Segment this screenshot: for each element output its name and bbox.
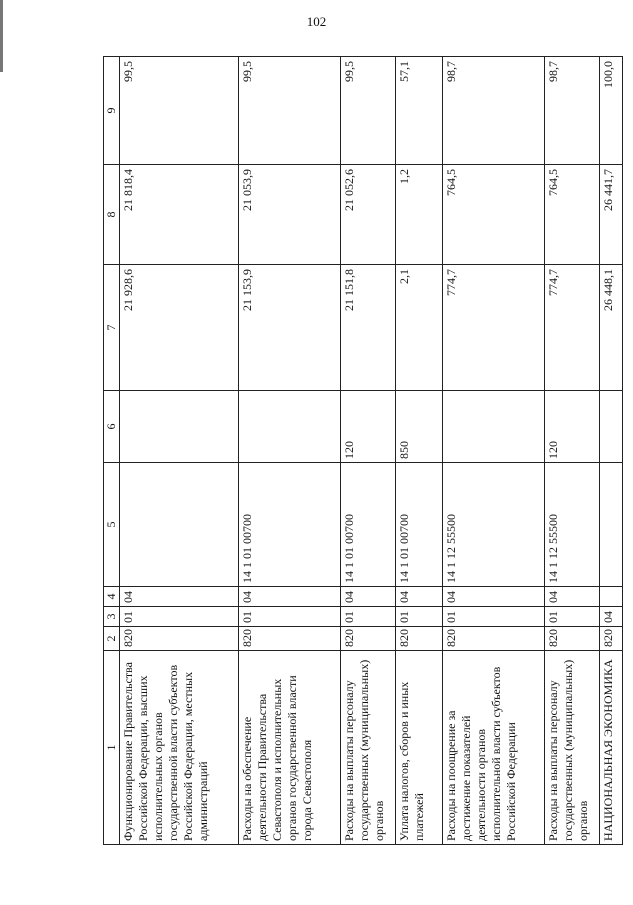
col-header-3: 3 [104,607,120,627]
cell-percent: 57,1 [396,57,443,165]
cell-actual: 26 441,7 [600,165,623,265]
table-row [600,57,623,845]
col-header-1: 1 [104,651,120,845]
table-row [396,57,443,845]
col-header-5: 5 [104,463,120,587]
cell-expense-type: 850 [396,391,443,463]
col-header-4: 4 [104,587,120,607]
cell-percent: 99,5 [239,57,341,165]
cell-subsection [600,587,623,607]
row-name: Функционирование Правительства Российской Федерации, высших исполнительных органов государственной власти субъектов Российской Федерации, местных администраций [120,651,239,845]
cell-ministry: 820 [120,627,239,651]
column-number-row [104,57,120,845]
cell-plan: 2,1 [396,265,443,391]
table-row [341,57,396,845]
cell-ministry: 820 [600,627,623,651]
cell-section: 01 [443,607,545,627]
cell-plan: 774,7 [545,265,600,391]
cell-percent: 98,7 [545,57,600,165]
cell-target: 14 1 12 55500 [545,463,600,587]
cell-percent: 100,0 [600,57,623,165]
cell-percent: 99,5 [341,57,396,165]
cell-expense-type: 120 [341,391,396,463]
col-header-8: 8 [104,165,120,265]
cell-section: 01 [545,607,600,627]
cell-actual: 764,5 [545,165,600,265]
cell-actual: 1,2 [396,165,443,265]
cell-plan: 21 928,6 [120,265,239,391]
binder-edge [0,0,3,72]
table-row [120,57,239,845]
table-row [443,57,545,845]
row-name: Расходы на поощрение за достижение показателей деятельности органов исполнительной власти субъектов Российской Федерации [443,651,545,845]
cell-expense-type [239,391,341,463]
cell-subsection: 04 [396,587,443,607]
cell-subsection: 04 [239,587,341,607]
cell-plan: 26 448,1 [600,265,623,391]
cell-section: 01 [120,607,239,627]
page-number: 102 [306,14,327,29]
cell-target: 14 1 01 00700 [341,463,396,587]
table-row [545,57,600,845]
cell-plan: 774,7 [443,265,545,391]
cell-ministry: 820 [545,627,600,651]
cell-target [600,463,623,587]
cell-percent: 99,5 [120,57,239,165]
cell-ministry: 820 [239,627,341,651]
cell-plan: 21 153,9 [239,265,341,391]
row-name: НАЦИОНАЛЬНАЯ ЭКОНОМИКА [600,651,623,845]
cell-target: 14 1 01 00700 [396,463,443,587]
cell-target: 14 1 01 00700 [239,463,341,587]
row-name: Расходы на обеспечение деятельности Правительства Севастополя и исполнительных органов государственной власти города Севастополя [239,651,341,845]
cell-expense-type [600,391,623,463]
row-name: Расходы на выплаты персоналу государственных (муниципальных) органов [545,651,600,845]
row-name: Расходы на выплаты персоналу государственных (муниципальных) органов [341,651,396,845]
table-row [239,57,341,845]
table-frame [103,57,615,845]
col-header-6: 6 [104,391,120,463]
cell-section: 01 [396,607,443,627]
cell-section: 04 [600,607,623,627]
col-header-2: 2 [104,627,120,651]
cell-section: 01 [239,607,341,627]
cell-target: 14 1 12 55500 [443,463,545,587]
budget-table [103,56,623,845]
cell-subsection: 04 [120,587,239,607]
cell-expense-type [120,391,239,463]
col-header-9: 9 [104,57,120,165]
cell-actual: 764,5 [443,165,545,265]
cell-subsection: 04 [341,587,396,607]
cell-actual: 21 818,4 [120,165,239,265]
cell-section: 01 [341,607,396,627]
cell-subsection: 04 [443,587,545,607]
cell-ministry: 820 [396,627,443,651]
row-name: Уплата налогов, сборов и иных платежей [396,651,443,845]
cell-expense-type [443,391,545,463]
cell-expense-type: 120 [545,391,600,463]
cell-percent: 98,7 [443,57,545,165]
col-header-7: 7 [104,265,120,391]
cell-actual: 21 052,6 [341,165,396,265]
cell-actual: 21 053,9 [239,165,341,265]
cell-ministry: 820 [443,627,545,651]
cell-target [120,463,239,587]
cell-ministry: 820 [341,627,396,651]
cell-subsection: 04 [545,587,600,607]
cell-plan: 21 151,8 [341,265,396,391]
